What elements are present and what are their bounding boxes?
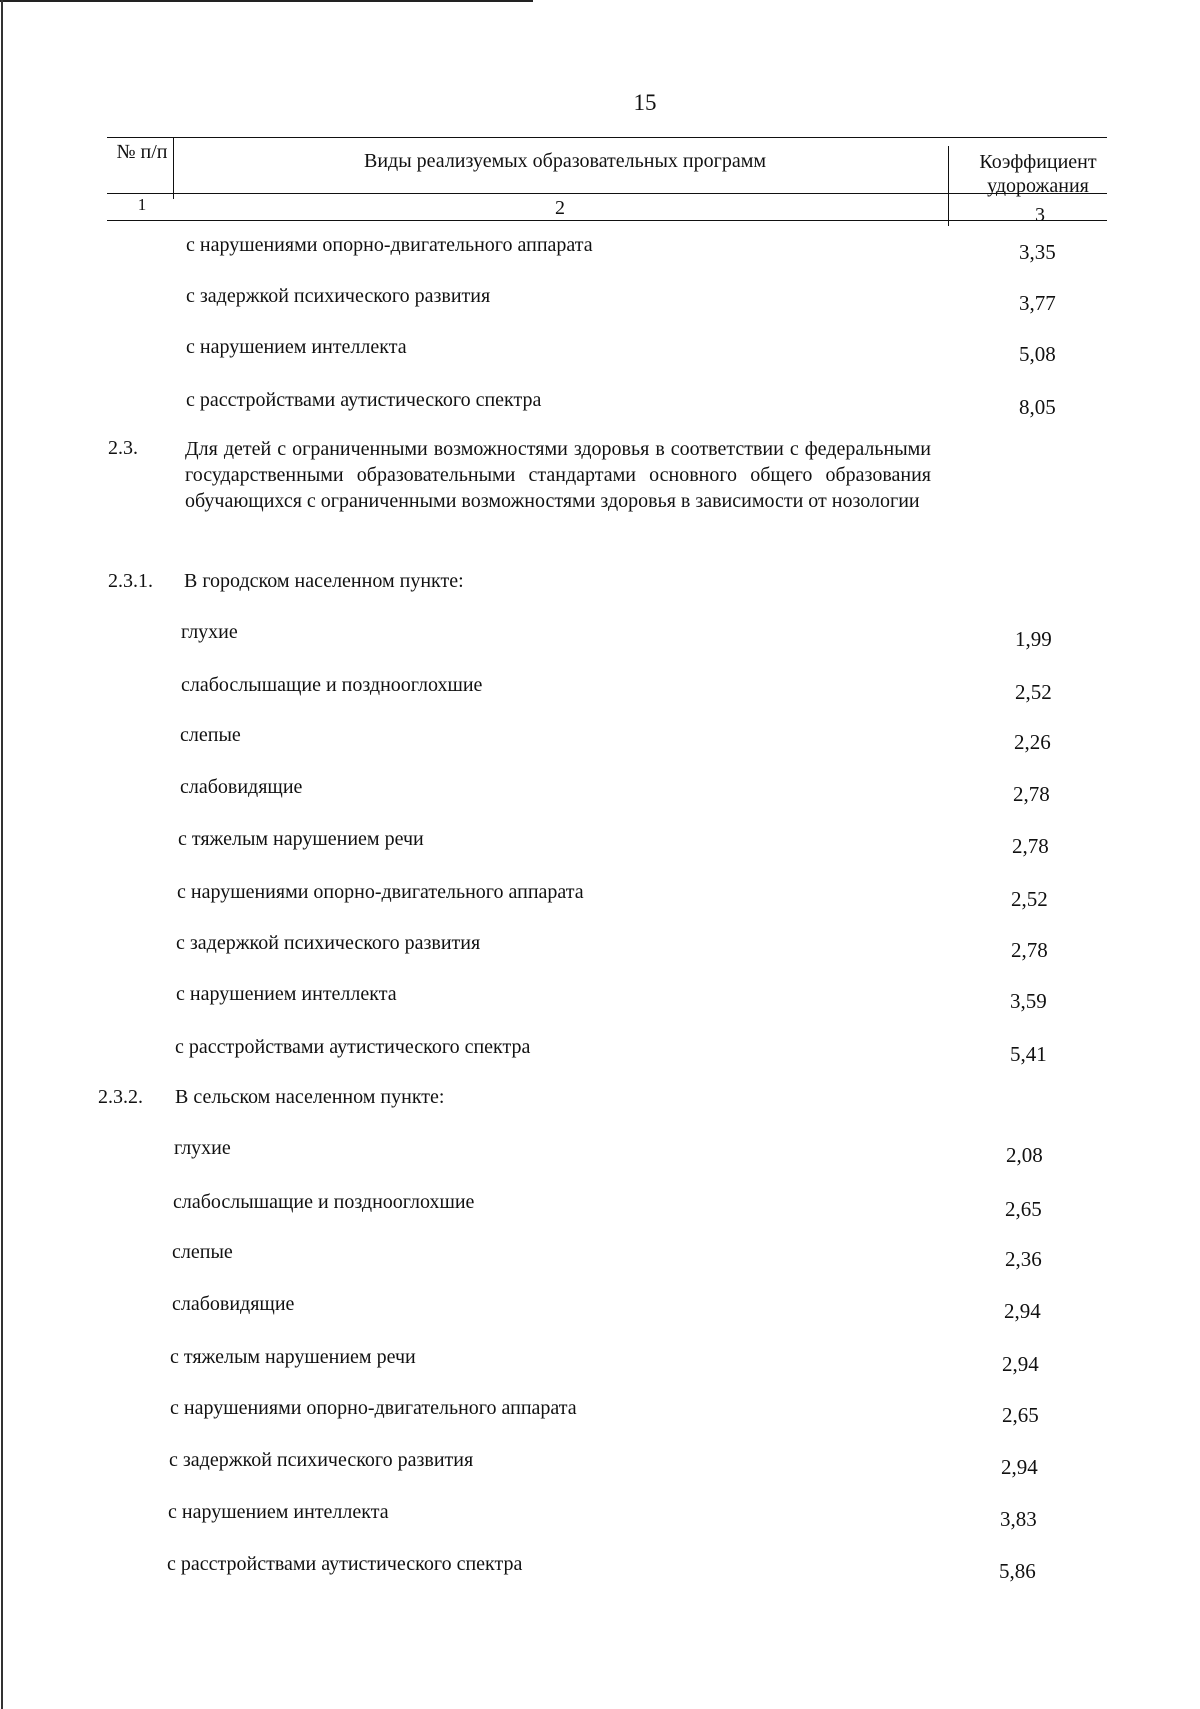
row-coef: 3,35: [1019, 240, 1056, 264]
row-label: с нарушениями опорно-двигательного аппарата: [177, 881, 584, 903]
row-coef: 3,59: [1010, 989, 1047, 1013]
row-label: с задержкой психического развития: [176, 932, 481, 954]
row-label: с тяжелым нарушением речи: [178, 828, 424, 850]
col1-index: 1: [137, 195, 147, 214]
row-coef: 2,08: [1006, 1143, 1043, 1167]
row-label: слабовидящие: [180, 776, 303, 798]
row-coef: 2,36: [1005, 1247, 1042, 1271]
row-coef: 5,41: [1010, 1042, 1047, 1066]
row-coef: 2,94: [1001, 1455, 1038, 1479]
row-label: с нарушениями опорно-двигательного аппарата: [170, 1397, 577, 1419]
row-label: с нарушением интеллекта: [168, 1501, 389, 1523]
row-coef: 2,94: [1004, 1299, 1041, 1323]
col2-title: Виды реализуемых образовательных программ: [363, 150, 767, 172]
row-coef: 2,78: [1012, 834, 1049, 858]
row-label: глухие: [174, 1137, 231, 1159]
row-coef: 2,78: [1013, 782, 1050, 806]
row-coef: 2,52: [1015, 680, 1052, 704]
row-label: с расстройствами аутистического спектра: [186, 389, 542, 411]
row-label: слепые: [180, 724, 241, 746]
col3-index: 3: [1035, 204, 1045, 226]
section-2-3-text: Для детей с ограниченными возможностями здоровья в соответствии с федеральными государственными образовательными стандартами основного общего образования обучающихся с ограниченными возможностями здоровья в зависимости от нозологии: [185, 438, 931, 512]
row-coef: 2,52: [1011, 887, 1048, 911]
table-body: с нарушениями опорно-двигательного аппарата 3,35 с задержкой психического развития 3,77 с нарушением интеллекта 5,08 с расстройствами аутистического спектра 8,05 2.3. Для детей с ограниченными возможностями здоровья в соответствии с федеральными государственными образовательными стандартами основного общего образования обучающихся с ограниченными возможностями здоровья в зависимости от нозологии 2.3.1. В городском населенном пункте: глухие 1,99 слабослышащие и позднооглохшие 2,52 слепые 2,26 слабовидящие 2,78 с тяжелым нарушением речи 2,78 с нарушениями опорно-двигательного аппарата 2,52 с задержкой психического развития 2,78 с нарушением интеллекта 3,59 с расстройствами аутистического спектра 5,41 2.3.2. В сельском населенном пункте: глухие 2,08 слабослышащие и позднооглохшие 2,65 слепые 2,36 слабовидящие 2,94 с тяжелым нарушением речи 2,94 с нарушениями опорно-двигательного аппарата 2,65 с задержкой психического развития 2,94 с нарушением интеллекта 3,83 с расстройствами аутистического спектра 5,86: [98, 234, 1056, 1583]
row-label: слабослышащие и позднооглохшие: [173, 1191, 475, 1213]
row-label: с задержкой психического развития: [186, 285, 491, 307]
row-coef: 5,08: [1019, 342, 1056, 366]
section-title: В сельском населенном пункте:: [175, 1086, 445, 1108]
row-label: с расстройствами аутистического спектра: [175, 1036, 531, 1058]
row-coef: 2,65: [1005, 1197, 1042, 1221]
row-coef: 8,05: [1019, 395, 1056, 419]
col2-index: 2: [555, 197, 565, 219]
row-coef: 2,26: [1014, 730, 1051, 754]
row-label: слабослышащие и позднооглохшие: [181, 674, 483, 696]
row-coef: 2,65: [1002, 1403, 1039, 1427]
row-label: глухие: [181, 621, 238, 643]
row-coef: 3,77: [1019, 291, 1056, 315]
row-label: с тяжелым нарушением речи: [170, 1346, 416, 1368]
row-label: с нарушением интеллекта: [176, 983, 397, 1005]
row-label: с нарушениями опорно-двигательного аппарата: [186, 234, 593, 256]
col1-title: № п/п: [116, 141, 168, 163]
col3-title: Коэффициент удорожания: [979, 151, 1097, 197]
row-coef: 2,94: [1002, 1352, 1039, 1376]
section-title: В городском населенном пункте:: [184, 570, 464, 592]
row-label: с нарушением интеллекта: [186, 336, 407, 358]
row-label: слепые: [172, 1241, 233, 1263]
section-number: 2.3.2.: [98, 1086, 143, 1108]
page-number: 15: [633, 90, 657, 115]
row-label: с задержкой психического развития: [169, 1449, 474, 1471]
row-coef: 1,99: [1015, 627, 1052, 651]
row-coef: 2,78: [1011, 938, 1048, 962]
row-label: слабовидящие: [172, 1293, 295, 1315]
row-label: с расстройствами аутистического спектра: [167, 1553, 523, 1575]
row-coef: 5,86: [999, 1559, 1036, 1583]
row-coef: 3,83: [1000, 1507, 1037, 1531]
section-number: 2.3.1.: [108, 570, 153, 592]
